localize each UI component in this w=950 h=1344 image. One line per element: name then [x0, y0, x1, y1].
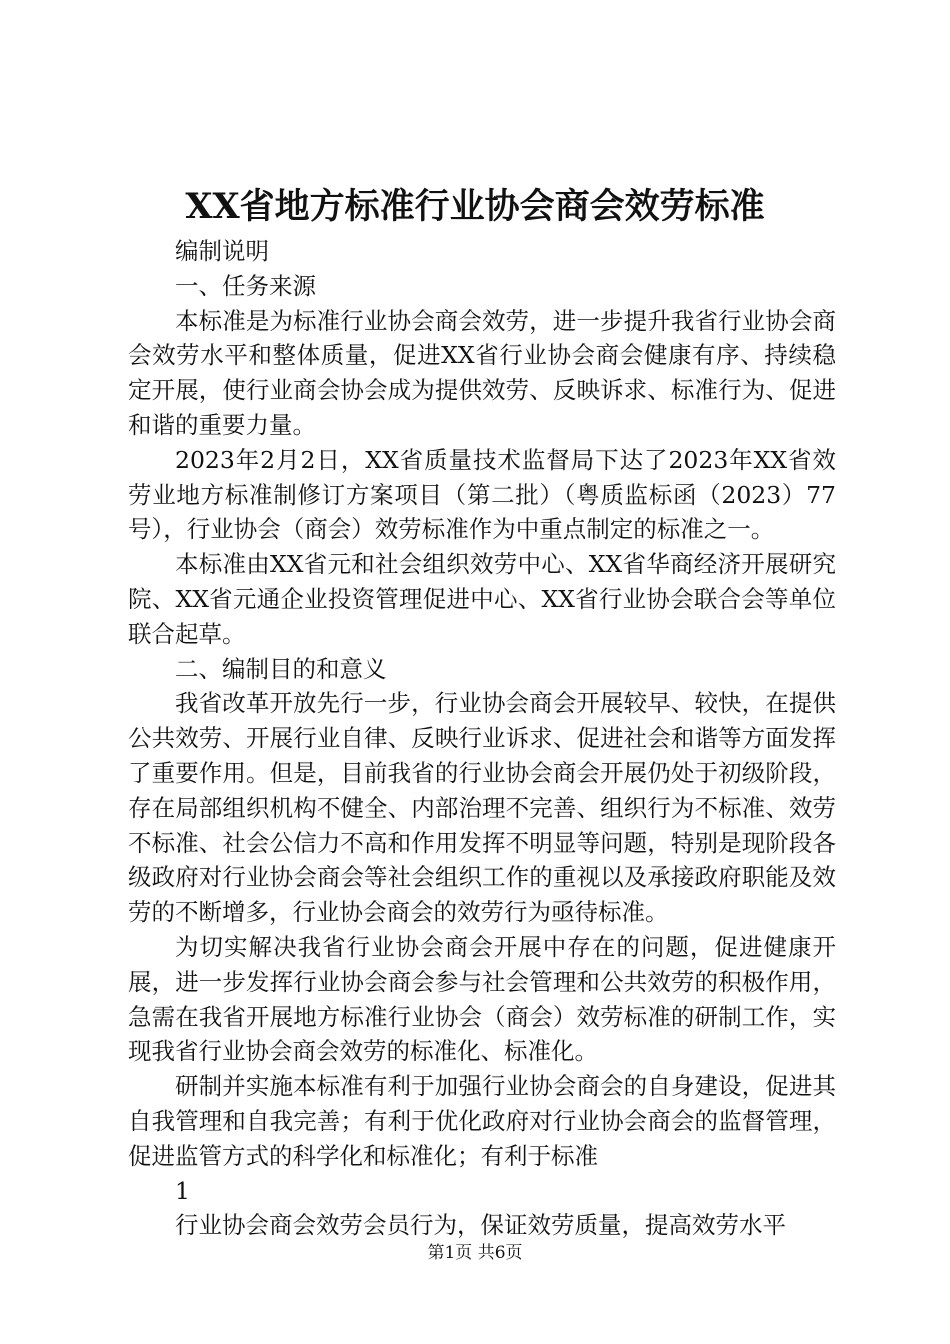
paragraph: 本标准由XX省元和社会组织效劳中心、XX省华商经济开展研究院、XX省元通企业投资管理促进中心、XX省行业协会联合会等单位联合起草。: [128, 550, 836, 648]
page-footer: 第1页 共6页: [427, 1243, 523, 1263]
paragraph: 2023年2月2日，XX省质量技术监督局下达了2023年XX省效劳业地方标准制修订方案项目（第二批）（粤质监标函（2023）77号），行业协会（商会）效劳标准作为中重点制定的标准之一。: [128, 445, 836, 544]
inline-page-number: 1: [175, 1176, 190, 1205]
section-heading-task-source: 一、任务来源: [175, 271, 316, 300]
paragraph: 行业协会商会效劳会员行为，保证效劳质量，提高效劳水平: [175, 1211, 786, 1240]
document-body: [128, 234, 836, 1243]
paragraph: 本标准是为标准行业协会商会效劳，进一步提升我省行业协会商会效劳水平和整体质量，促进XX省行业协会商会健康有序、持续稳定开展，使行业商会协会成为提供效劳、反映诉求、标准行为、促进和谐的重要力量。: [128, 306, 836, 439]
section-heading-purpose: 二、编制目的和意义: [175, 654, 387, 683]
section-label-compilation-notes: 编制说明: [175, 237, 269, 265]
paragraph: 研制并实施本标准有利于加强行业协会商会的自身建设，促进其自我管理和自我完善；有利于优化政府对行业协会商会的监督管理，促进监管方式的科学化和标准化；有利于标准: [128, 1072, 836, 1170]
paragraph: 为切实解决我省行业协会商会开展中存在的问题，促进健康开展，进一步发挥行业协会商会参与社会管理和公共效劳的积极作用，急需在我省开展地方标准行业协会（商会）效劳标准的研制工作，实现我省行业协会商会效劳的标准化、标准化。: [128, 932, 836, 1066]
document-title: XX省地方标准行业协会商会效劳标准: [185, 186, 765, 227]
paragraph: 我省改革开放先行一步，行业协会商会开展较早、较快，在提供公共效劳、开展行业自律、反映行业诉求、促进社会和谐等方面发挥了重要作用。但是，目前我省的行业协会商会开展仍处于初级阶段，存在局部组织机构不健全、内部治理不完善、组织行为不标准、效劳不标准、社会公信力不高和作用发挥不明显等问题，特别是现阶段各级政府对行业协会商会等社会组织工作的重视以及承接政府职能及效劳的不断增多，行业协会商会的效劳行为亟待标准。: [128, 689, 836, 927]
